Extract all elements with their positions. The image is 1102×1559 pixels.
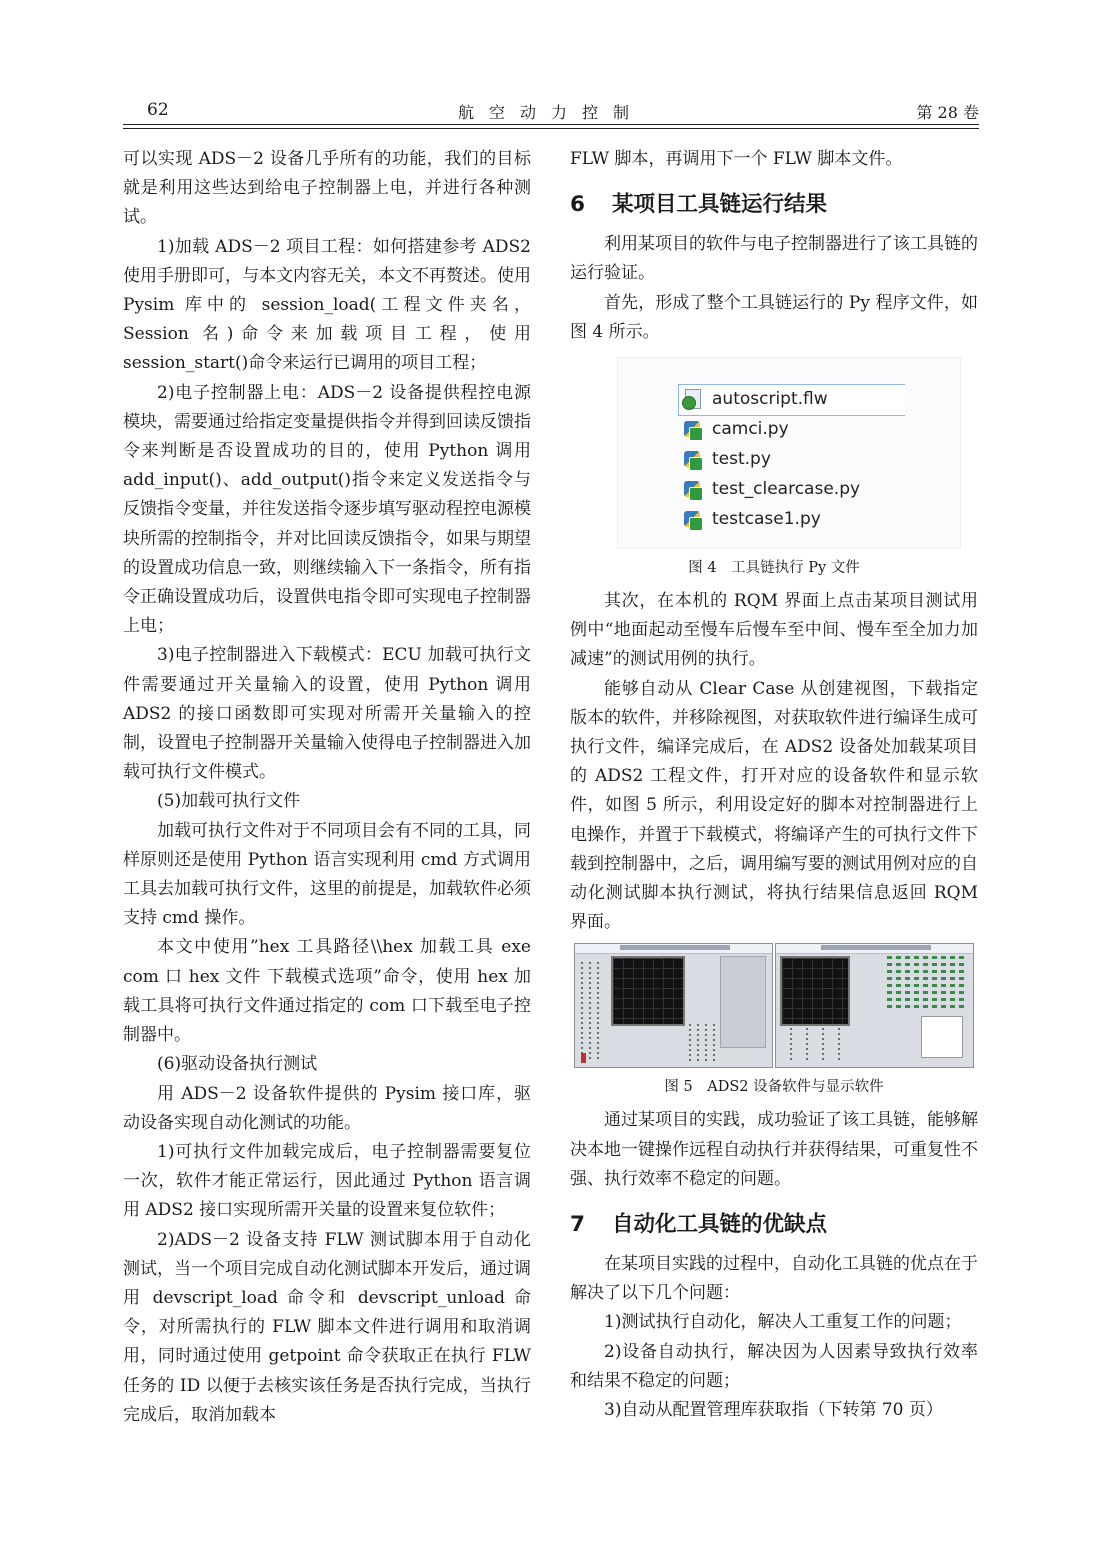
display-software-screenshot (775, 943, 974, 1068)
header-rule-thin (123, 128, 979, 129)
page-number: 62 (147, 100, 169, 120)
paragraph: 用 ADS－2 设备软件提供的 Pysim 接口库，驱动设备实现自动化测试的功能。 (123, 1083, 531, 1133)
paragraph: 1)加载 ADS－2 项目工程：如何搭建参考 ADS2 使用手册即可，与本文内容无关，本文不再赘述。使用 Pysim 库中的 session_load(工程文件夹名，Session 名)命令来加载项目工程，使用 session_start()命令来运行已调用的项目工程； (123, 236, 531, 374)
plot-window (780, 956, 850, 1026)
section-heading-7 (570, 1208, 978, 1242)
plot-window (611, 956, 685, 1026)
python-file-icon (684, 479, 702, 499)
paragraph: 2)电子控制器上电：ADS－2 设备提供程控电源模块，需要通过给指定变量提供指令并得到回读反馈指令来判断是否设置成功的目的，使用 Python 调用 add_input()、add_output()指令来定义发送指令与反馈指令变量，并往发送指令逐步填写驱动程控电源模块所需的控制指令，并对比回读反馈指令，如果与期望的设置成功信息一致，则继续输入下一条指令，所有指令正确设置成功后，设置供电指令即可实现电子控制器上电； (123, 382, 531, 637)
file-name: test_clearcase.py (712, 479, 861, 500)
page-header (123, 98, 979, 124)
figure-5-caption: 图 5 ADS2 设备软件与显示软件 (664, 1079, 884, 1096)
figure-4-file-list (617, 357, 961, 549)
paragraph: 通过某项目的实践，成功验证了该工具链，能够解决本地一键操作远程自动执行并获得结果，可重复性不强、执行效率不稳定的问题。 (570, 1110, 978, 1189)
section-title: 自动化工具链的优缺点 (612, 1212, 828, 1238)
journal-title: 航空动力控制 (457, 103, 644, 122)
ads2-device-software-screenshot (574, 943, 773, 1068)
subsection-heading: (5)加载可执行文件 (157, 791, 301, 812)
subsection-heading: (6)驱动设备执行测试 (157, 1054, 318, 1075)
paragraph: 3)电子控制器进入下载模式：ECU 加载可执行文件需要通过开关量输入的设置，使用 Python 调用 ADS2 的接口函数即可实现对所需开关量输入的控制，设置电子控制器开关量输入使得电子控制器进入加载可执行文件模式。 (123, 645, 531, 783)
volume-label: 第 28 卷 (916, 103, 979, 122)
paragraph: FLW 脚本，再调用下一个 FLW 脚本文件。 (570, 149, 903, 169)
section-heading-6 (570, 188, 978, 222)
file-item[interactable] (684, 384, 828, 414)
section-title: 某项目工具链运行结果 (612, 192, 828, 218)
paragraph: 在某项目实践的过程中，自动化工具链的优点在于解决了以下几个问题： (570, 1254, 978, 1304)
file-item[interactable] (684, 504, 821, 534)
paragraph: 能够自动从 Clear Case 从创建视图，下载指定版本的软件，并移除视图，对获取软件进行编译生成可执行文件，编译完成后，在 ADS2 设备处加载某项目的 ADS2 工程文件，打开对应的设备软件和显示软件，如图 5 所示，利用设定好的脚本对控制器进行上电操作，并置于下载模式，将编译产生的可执行文件下载到控制器中，之后，调用编写要的测试用例对应的自动化测试脚本执行测试，将执行结果信息返回 RQM 界面。 (570, 678, 978, 933)
display-box (921, 1016, 963, 1058)
paragraph: 2)设备自动执行，解决因为人因素导致执行效率和结果不稳定的问题； (570, 1341, 978, 1391)
paragraph: 2)ADS－2 设备支持 FLW 测试脚本用于自动化测试，当一个项目完成自动化测试脚本开发后，通过调用 devscript_load 命令和 devscript_unload 命令，对所需执行的 FLW 脚本文件进行调用和取消调用，同时通过使用 getpoint 命令获取正在执行 FLW 任务的 ID 以便于去核实该任务是否执行完成，当执行完成后，取消加载本 (123, 1229, 531, 1425)
paragraph: 1)测试执行自动化，解决人工重复工作的问题； (604, 1312, 962, 1333)
file-item[interactable] (684, 414, 789, 444)
file-item[interactable] (684, 474, 860, 504)
flw-file-icon (684, 389, 702, 409)
section-number: 7 (570, 1212, 585, 1238)
paragraph: 加载可执行文件对于不同项目会有不同的工具，同样原则还是使用 Python 语言实现利用 cmd 方式调用工具去加载可执行文件，这里的前提是，加载软件必须支持 cmd 操作。 (123, 820, 531, 929)
figure-5-screenshots (574, 943, 974, 1068)
header-rule (123, 124, 979, 125)
file-name: test.py (712, 449, 771, 470)
left-column (123, 145, 531, 1430)
file-name: autoscript.flw (712, 389, 828, 410)
paragraph: 其次，在本机的 RQM 界面上点击某项目测试用例中“地面起动至慢车后慢车至中间、慢车至全加力加减速”的测试用例的执行。 (570, 591, 978, 670)
right-column (570, 145, 978, 1425)
python-file-icon (684, 449, 702, 469)
paragraph: 可以实现 ADS－2 设备几乎所有的功能，我们的目标就是利用这些达到给电子控制器上电，并进行各种测试。 (123, 149, 531, 228)
file-name: camci.py (712, 419, 789, 440)
paragraph: 首先，形成了整个工具链运行的 Py 程序文件，如图 4 所示。 (570, 292, 978, 342)
indicator-grid (887, 956, 967, 1008)
python-file-icon (684, 509, 702, 529)
section-number: 6 (570, 192, 585, 218)
paragraph: 本文中使用”hex 工具路径\\hex 加载工具 exe com 口 hex 文件 下载模式选项”命令，使用 hex 加载工具将可执行文件通过指定的 com 口下载至电子控制器中。 (123, 937, 531, 1046)
paragraph: 利用某项目的软件与电子控制器进行了该工具链的运行验证。 (570, 234, 978, 284)
paragraph: 1)可执行文件加载完成后，电子控制器需要复位一次，软件才能正常运行，因此通过 Python 语言调用 ADS2 接口实现所需开关量的设置来复位软件； (123, 1141, 531, 1221)
python-file-icon (684, 419, 702, 439)
figure-4-caption: 图 4 工具链执行 Py 文件 (688, 560, 860, 577)
file-item[interactable] (684, 444, 771, 474)
paragraph: 3)自动从配置管理库获取指（下转第 70 页） (604, 1400, 943, 1421)
file-name: testcase1.py (712, 509, 821, 530)
signal-panel (720, 956, 766, 1048)
